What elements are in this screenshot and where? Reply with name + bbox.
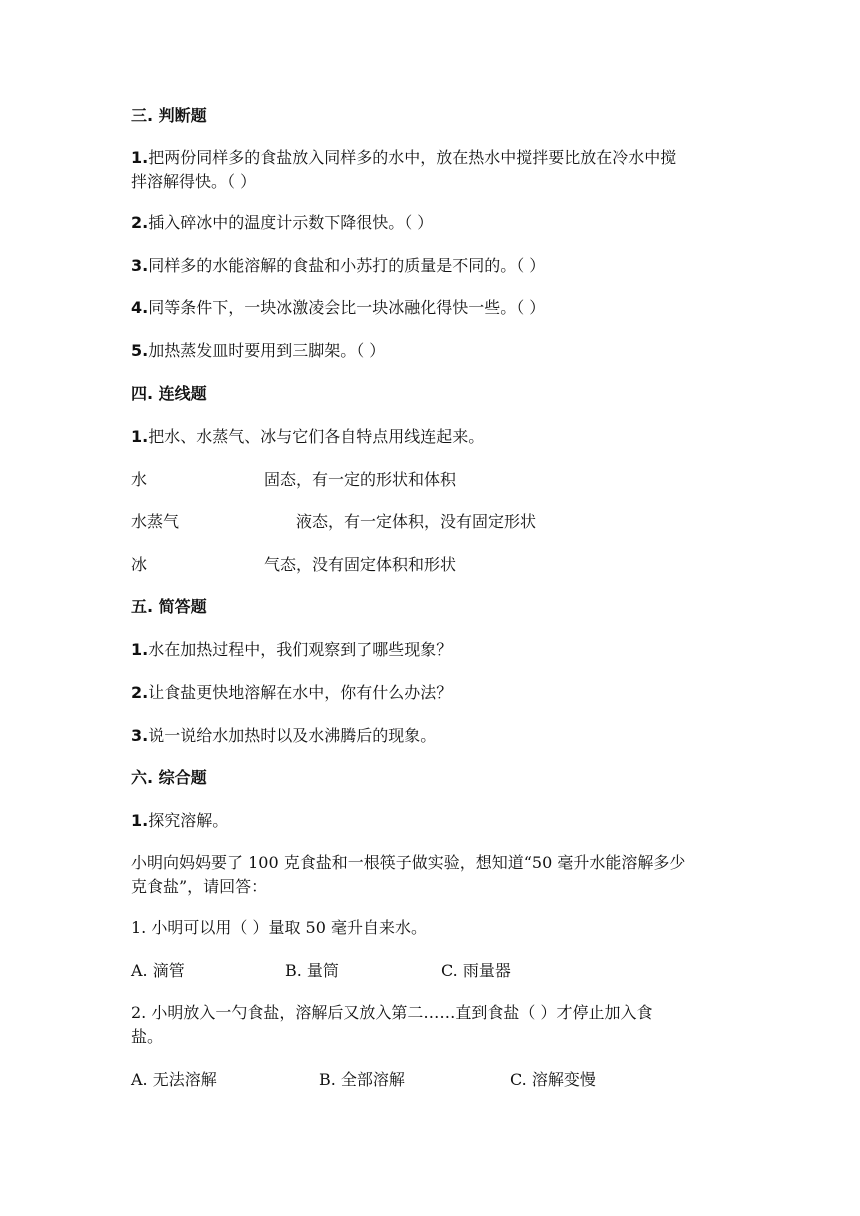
question-text: 让食盐更快地溶解在水中，你有什么办法？ [148, 683, 453, 702]
question-number: 4. [131, 298, 149, 317]
match-right-solid: 固态，有一定的形状和体积 [264, 470, 457, 489]
s3-question-1-line-1 [131, 147, 676, 169]
s6-sub2-option-a: A. 无法溶解 [131, 1070, 217, 1089]
question-text: 探究溶解。 [148, 811, 229, 830]
question-number: 2. [131, 213, 149, 232]
section-3-title: 三. 判断题 [131, 106, 207, 125]
s5-question-2 [131, 682, 452, 704]
s6-intro-line-2: 克食盐”，请回答： [131, 877, 268, 896]
match-left-ice: 冰 [131, 555, 148, 574]
question-number: 2. [131, 683, 149, 702]
match-left-steam: 水蒸气 [131, 512, 180, 531]
section-4-title: 四. 连线题 [131, 384, 207, 403]
s3-question-3 [131, 255, 545, 277]
s6-sub1-option-a: A. 滴管 [131, 961, 185, 980]
question-text: 加热蒸发皿时要用到三脚架。（ ） [148, 341, 386, 360]
match-right-liquid: 液态，有一定体积，没有固定形状 [296, 512, 537, 531]
question-text: 同等条件下，一块冰激凌会比一块冰融化得快一些。（ ） [148, 298, 546, 317]
s6-question-1 [131, 810, 228, 832]
question-text: 把水、水蒸气、冰与它们各自特点用线连起来。 [148, 427, 485, 446]
s6-sub-question-2-line-1: 2. 小明放入一勺食盐，溶解后又放入第二……直到食盐（ ）才停止加入食 [131, 1003, 653, 1022]
question-number: 1. [131, 148, 149, 167]
question-number: 1. [131, 640, 149, 659]
s3-question-1-line-2: 拌溶解得快。（ ） [131, 172, 257, 191]
section-6-title: 六. 综合题 [131, 768, 207, 787]
question-number: 5. [131, 341, 149, 360]
s6-sub2-option-b: B. 全部溶解 [319, 1070, 405, 1089]
s5-question-3 [131, 725, 436, 747]
s3-question-2 [131, 212, 433, 234]
question-text: 插入碎冰中的温度计示数下降很快。（ ） [148, 213, 434, 232]
question-text: 水在加热过程中，我们观察到了哪些现象？ [148, 640, 453, 659]
s3-question-4 [131, 297, 545, 319]
s6-sub2-option-c: C. 溶解变慢 [510, 1070, 596, 1089]
section-5-title: 五. 简答题 [131, 597, 207, 616]
s5-question-1 [131, 639, 452, 661]
s3-question-5 [131, 340, 385, 362]
question-number: 3. [131, 256, 149, 275]
question-text: 同样多的水能溶解的食盐和小苏打的质量是不同的。（ ） [148, 256, 546, 275]
match-left-water: 水 [131, 470, 148, 489]
question-text: 把两份同样多的食盐放入同样多的水中，放在热水中搅拌要比放在冷水中搅 [148, 148, 677, 167]
s6-sub-question-1: 1. 小明可以用（ ）量取 50 毫升自来水。 [131, 918, 427, 937]
question-text: 说一说给水加热时以及水沸腾后的现象。 [148, 726, 437, 745]
s6-sub-question-2-line-2: 盐。 [131, 1027, 164, 1046]
question-number: 1. [131, 811, 149, 830]
match-right-gas: 气态，没有固定体积和形状 [264, 555, 457, 574]
s4-question-1 [131, 426, 484, 448]
question-number: 1. [131, 427, 149, 446]
s6-sub1-option-b: B. 量筒 [285, 961, 339, 980]
question-number: 3. [131, 726, 149, 745]
s6-intro-line-1: 小明向妈妈要了 100 克食盐和一根筷子做实验，想知道“50 毫升水能溶解多少 [131, 853, 686, 872]
s6-sub1-option-c: C. 雨量器 [441, 961, 511, 980]
